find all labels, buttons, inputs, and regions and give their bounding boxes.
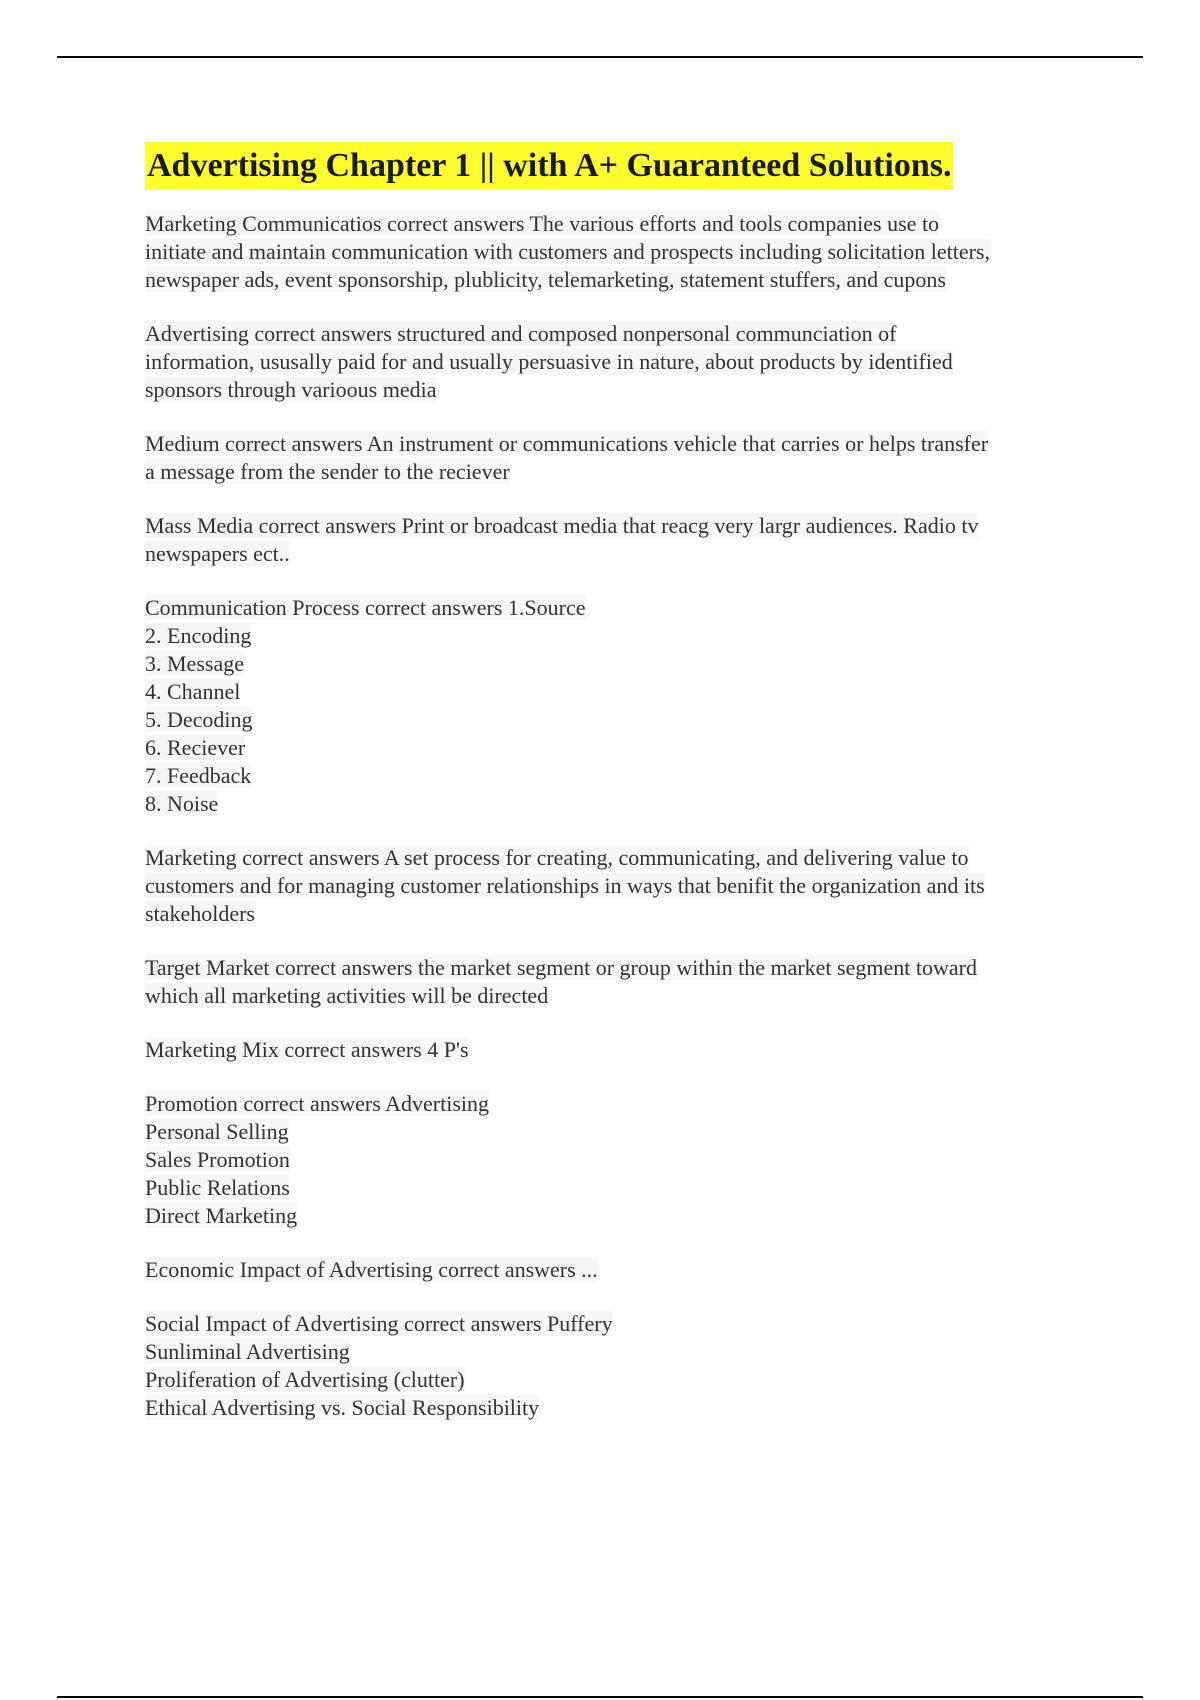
document-title: Advertising Chapter 1 || with A+ Guaranteed Solutions.: [145, 142, 953, 190]
entry-line-text: which all marketing activities will be directed: [145, 983, 549, 1008]
entry-line: [145, 982, 1085, 1010]
entry-line-text: Marketing Communicatios correct answers The various efforts and tools companies use to: [145, 211, 940, 236]
entry-line-text: Sunliminal Advertising: [145, 1339, 350, 1364]
qa-entry: [145, 1036, 1085, 1064]
entry-line-text: Direct Marketing: [145, 1203, 298, 1228]
entry-line-text: Communication Process correct answers 1.Source: [145, 595, 586, 620]
entry-line: [145, 622, 1085, 650]
entry-line-text: Advertising correct answers structured and composed nonpersonal communciation of: [145, 321, 897, 346]
entry-line: [145, 678, 1085, 706]
entry-line: [145, 1202, 1085, 1230]
entry-line: [145, 540, 1085, 568]
entry-line-text: newspapers ect..: [145, 541, 290, 566]
footer-rule: [57, 1696, 1143, 1698]
entry-line-text: 8. Noise: [145, 791, 219, 816]
entry-line: [145, 512, 1085, 540]
entry-line: [145, 1090, 1085, 1118]
entry-line-text: Public Relations: [145, 1175, 290, 1200]
qa-entry: [145, 512, 1085, 568]
entry-line-text: 2. Encoding: [145, 623, 252, 648]
entry-line-text: information, ususally paid for and usually persuasive in nature, about products by identified: [145, 349, 953, 374]
entry-line-text: Social Impact of Advertising correct answers Puffery: [145, 1311, 613, 1336]
entry-line-text: Medium correct answers An instrument or communications vehicle that carries or helps transfer: [145, 431, 989, 456]
entry-line: [145, 790, 1085, 818]
entry-line-text: Sales Promotion: [145, 1147, 290, 1172]
entry-line-text: a message from the sender to the reciever: [145, 459, 510, 484]
entry-line-text: customers and for managing customer relationships in ways that benifit the organization and its: [145, 873, 985, 898]
entry-line: [145, 734, 1085, 762]
entry-line: [145, 844, 1085, 872]
entry-line: [145, 320, 1085, 348]
entry-line-text: sponsors through varioous media: [145, 377, 437, 402]
entry-line-text: 6. Reciever: [145, 735, 246, 760]
entry-line: [145, 348, 1085, 376]
document-body: [145, 142, 1085, 1448]
entry-line: [145, 1338, 1085, 1366]
qa-entry: [145, 210, 1085, 294]
entry-line: [145, 594, 1085, 622]
entry-line: [145, 210, 1085, 238]
qa-entries: [145, 210, 1085, 1422]
entry-line-text: 4. Channel: [145, 679, 241, 704]
entry-line: [145, 238, 1085, 266]
entry-line-text: Marketing correct answers A set process for creating, communicating, and delivering value to: [145, 845, 969, 870]
qa-entry: [145, 1090, 1085, 1230]
entry-line-text: Personal Selling: [145, 1119, 289, 1144]
entry-line: [145, 762, 1085, 790]
entry-line-text: newspaper ads, event sponsorship, plublicity, telemarketing, statement stuffers, and cupons: [145, 267, 946, 292]
entry-line-text: 3. Message: [145, 651, 244, 676]
entry-line: [145, 376, 1085, 404]
qa-entry: [145, 430, 1085, 486]
entry-line-text: Economic Impact of Advertising correct answers ...: [145, 1257, 598, 1282]
entry-line-text: 5. Decoding: [145, 707, 253, 732]
header-rule: [57, 56, 1143, 58]
entry-line: [145, 1174, 1085, 1202]
entry-line: [145, 650, 1085, 678]
qa-entry: [145, 594, 1085, 818]
entry-line: [145, 458, 1085, 486]
entry-line-text: Ethical Advertising vs. Social Responsibility: [145, 1395, 540, 1420]
entry-line: [145, 1366, 1085, 1394]
qa-entry: [145, 844, 1085, 928]
entry-line: [145, 430, 1085, 458]
entry-line: [145, 1394, 1085, 1422]
entry-line: [145, 706, 1085, 734]
entry-line: [145, 1036, 1085, 1064]
qa-entry: [145, 1256, 1085, 1284]
entry-line-text: stakeholders: [145, 901, 255, 926]
entry-line: [145, 1118, 1085, 1146]
entry-line: [145, 1256, 1085, 1284]
entry-line: [145, 1146, 1085, 1174]
entry-line: [145, 954, 1085, 982]
qa-entry: [145, 954, 1085, 1010]
entry-line-text: initiate and maintain communication with customers and prospects including solicitation letters,: [145, 239, 990, 264]
entry-line-text: Proliferation of Advertising (clutter): [145, 1367, 465, 1392]
entry-line-text: Marketing Mix correct answers 4 P's: [145, 1037, 469, 1062]
entry-line-text: Target Market correct answers the market segment or group within the market segment toward: [145, 955, 977, 980]
entry-line: [145, 900, 1085, 928]
entry-line: [145, 1310, 1085, 1338]
entry-line: [145, 872, 1085, 900]
qa-entry: [145, 1310, 1085, 1422]
entry-line-text: Mass Media correct answers Print or broadcast media that reacg very largr audiences. Radio tv: [145, 513, 979, 538]
qa-entry: [145, 320, 1085, 404]
entry-line: [145, 266, 1085, 294]
entry-line-text: 7. Feedback: [145, 763, 252, 788]
entry-line-text: Promotion correct answers Advertising: [145, 1091, 489, 1116]
